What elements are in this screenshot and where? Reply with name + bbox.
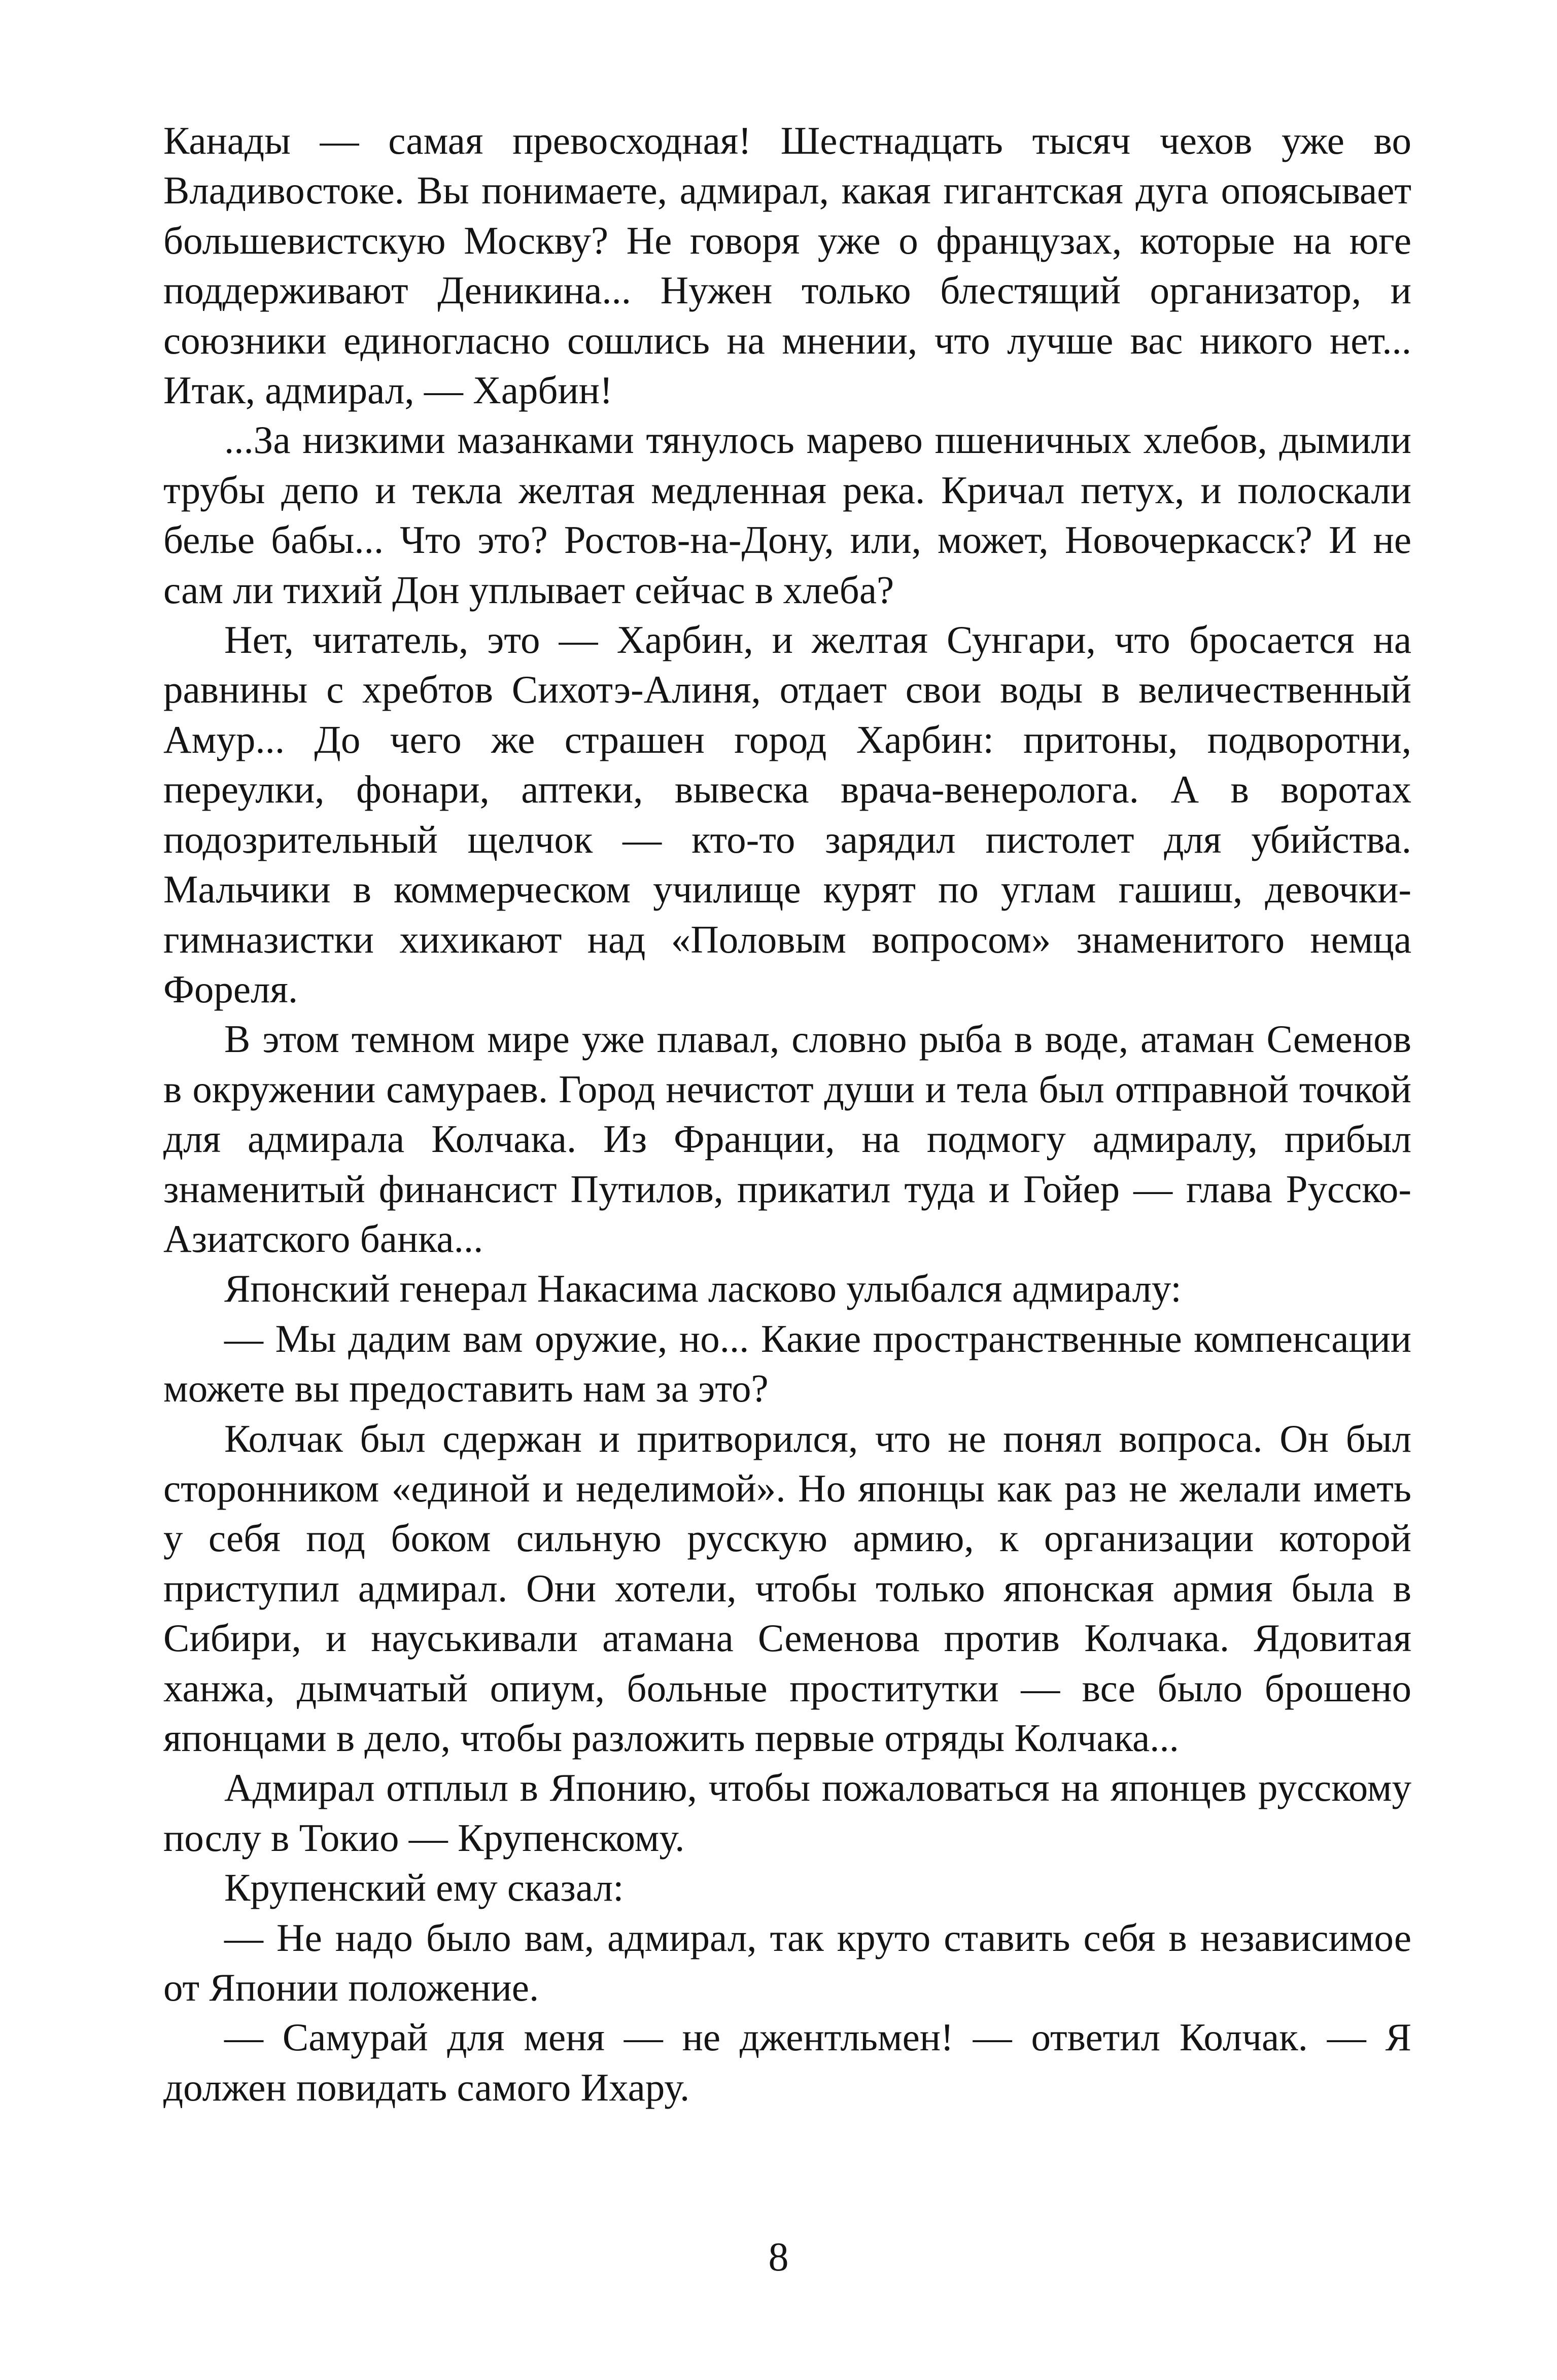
paragraph: — Самурай для меня — не джентльмен! — ответил Колчак. — Я должен повидать самого Ихару. [163, 2015, 1411, 2109]
page-number: 8 [768, 2235, 789, 2280]
paragraph: — Не надо было вам, адмирал, так круто ставить себя в независимое от Японии положение. [163, 1915, 1411, 2010]
paragraph: Адмирал отплыл в Японию, чтобы пожаловаться на японцев русскому послу в Токио — Крупенскому. [163, 1766, 1411, 1860]
paragraph: Колчак был сдержан и притворился, что не понял вопроса. Он был сторонником «единой и неделимой». Но японцы как раз не желали иметь у себя под боком сильную русскую армию, к организации которой приступил адмирал. Они хотели, чтобы только японская армия была в Сибири, и науськивали атамана Семенова против Колчака. Ядовитая ханжа, дымчатый опиум, больные проститутки — все было брошено японцами в дело, чтобы разложить первые отряды Колчака... [163, 1416, 1411, 1760]
paragraph: — Мы дадим вам оружие, но... Какие пространственные компенсации можете вы предоставить нам за это? [163, 1316, 1411, 1411]
paragraph: Японский генерал Накасима ласково улыбался адмиралу: [224, 1267, 1182, 1311]
paragraph: Крупенский ему сказал: [224, 1866, 624, 1910]
paragraph: В этом темном мире уже плавал, словно рыба в воде, атаман Семенов в окружении самураев. Город нечистот души и тела был отправной точкой для адмирала Колчака. Из Франции, на подмогу адмиралу, прибыл знаменитый финансист Путилов, прикатил туда и Гойер — глава Русско-Азиатского банка... [163, 1017, 1411, 1261]
paragraph: ...За низкими мазанками тянулось марево пшеничных хлебов, дымили трубы депо и текла желтая медленная река. Кричал петух, и полоскали белье бабы... Что это? Ростов-на-Дону, или, может, Новочеркасск? И не сам ли тихий Дон уплывает сейчас в хлеба? [163, 418, 1411, 612]
body-text [163, 116, 1411, 2112]
paragraph: Нет, читатель, это — Харбин, и желтая Сунгари, что бросается на равнины с хребтов Сихотэ-Алиня, отдает свои воды в величественный Амур... До чего же страшен город Харбин: притоны, подворотни, переулки, фонари, аптеки, вывеска врача-венеролога. А в воротах подозрительный щелчок — кто-то зарядил пистолет для убийства. Мальчики в коммерческом училище курят по углам гашиш, девочки-гимназистки хихикают над «Половым вопросом» знаменитого немца Фореля. [163, 618, 1411, 1011]
paragraph: Канады — самая превосходная! Шестнадцать тысяч чехов уже во Владивостоке. Вы понимаете, адмирал, какая гигантская дуга опоясывает большевистскую Москву? Не говоря уже о французах, которые на юге поддерживают Деникина... Нужен только блестящий организатор, и союзники единогласно сошлись на мнении, что лучше вас никого нет... Итак, адмирал, — Харбин! [163, 119, 1411, 412]
